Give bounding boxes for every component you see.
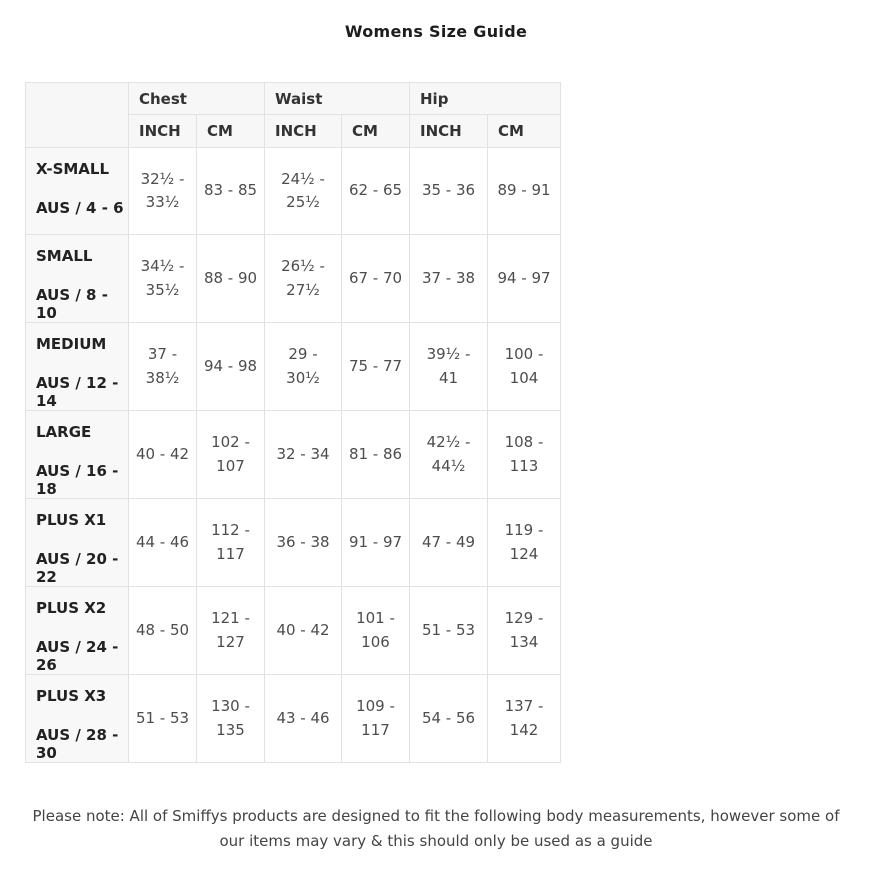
size-name: PLUS X3 xyxy=(36,687,107,705)
chest-cm-cell: 121 - 127 xyxy=(197,587,265,675)
hip-inch-cell: 51 - 53 xyxy=(410,587,488,675)
size-cell xyxy=(26,675,129,763)
size-cell xyxy=(26,323,129,411)
chest-inch-cell: 37 - 38½ xyxy=(129,323,197,411)
table-row-plus-x3 xyxy=(26,675,561,763)
corner-cell xyxy=(26,83,129,148)
chest-cm-cell: 102 - 107 xyxy=(197,411,265,499)
hip-inch-cell: 54 - 56 xyxy=(410,675,488,763)
unit-header-hip-inch: INCH xyxy=(410,115,488,148)
chest-inch-cell: 48 - 50 xyxy=(129,587,197,675)
table-row-small xyxy=(26,235,561,323)
waist-inch-cell: 40 - 42 xyxy=(265,587,342,675)
waist-cm-cell: 81 - 86 xyxy=(342,411,410,499)
disclaimer-note: Please note: All of Smiffys products are designed to fit the following body measurements, however some of our items may vary & this should only be used as a guide xyxy=(32,807,840,850)
chest-cm-cell: 83 - 85 xyxy=(197,148,265,235)
unit-header-hip-cm: CM xyxy=(488,115,561,148)
chest-inch-cell: 51 - 53 xyxy=(129,675,197,763)
size-aus-range: AUS / 4 - 6 xyxy=(36,199,124,217)
waist-cm-cell: 67 - 70 xyxy=(342,235,410,323)
hip-cm-cell: 129 - 134 xyxy=(488,587,561,675)
waist-inch-cell: 24½ - 25½ xyxy=(265,148,342,235)
hip-cm-cell: 94 - 97 xyxy=(488,235,561,323)
column-group-hip: Hip xyxy=(410,83,561,115)
chest-inch-cell: 34½ - 35½ xyxy=(129,235,197,323)
hip-inch-cell: 39½ - 41 xyxy=(410,323,488,411)
hip-cm-cell: 137 - 142 xyxy=(488,675,561,763)
chest-cm-cell: 88 - 90 xyxy=(197,235,265,323)
size-aus-range: AUS / 24 - 26 xyxy=(36,638,119,674)
chest-cm-cell: 94 - 98 xyxy=(197,323,265,411)
hip-cm-cell: 89 - 91 xyxy=(488,148,561,235)
chest-inch-cell: 44 - 46 xyxy=(129,499,197,587)
size-aus-range: AUS / 28 - 30 xyxy=(36,726,119,762)
hip-inch-cell: 35 - 36 xyxy=(410,148,488,235)
table-row-medium xyxy=(26,323,561,411)
chest-inch-cell: 40 - 42 xyxy=(129,411,197,499)
waist-inch-cell: 29 - 30½ xyxy=(265,323,342,411)
chest-cm-cell: 130 - 135 xyxy=(197,675,265,763)
size-aus-range: AUS / 16 - 18 xyxy=(36,462,119,498)
hip-inch-cell: 47 - 49 xyxy=(410,499,488,587)
table-row-large xyxy=(26,411,561,499)
hip-inch-cell: 37 - 38 xyxy=(410,235,488,323)
size-cell xyxy=(26,411,129,499)
size-aus-range: AUS / 8 - 10 xyxy=(36,286,108,322)
chest-inch-cell: 32½ - 33½ xyxy=(129,148,197,235)
size-name: MEDIUM xyxy=(36,335,107,353)
table-group-header-row xyxy=(26,83,561,115)
hip-inch-cell: 42½ - 44½ xyxy=(410,411,488,499)
waist-cm-cell: 75 - 77 xyxy=(342,323,410,411)
waist-cm-cell: 62 - 65 xyxy=(342,148,410,235)
size-cell xyxy=(26,499,129,587)
column-group-chest: Chest xyxy=(129,83,265,115)
unit-header-waist-cm: CM xyxy=(342,115,410,148)
waist-inch-cell: 32 - 34 xyxy=(265,411,342,499)
column-group-waist: Waist xyxy=(265,83,410,115)
hip-cm-cell: 108 - 113 xyxy=(488,411,561,499)
chest-cm-cell: 112 - 117 xyxy=(197,499,265,587)
table-row-x-small xyxy=(26,148,561,235)
size-aus-range: AUS / 20 - 22 xyxy=(36,550,119,586)
page-title: Womens Size Guide xyxy=(344,22,528,41)
hip-cm-cell: 119 - 124 xyxy=(488,499,561,587)
size-cell xyxy=(26,148,129,235)
unit-header-waist-inch: INCH xyxy=(265,115,342,148)
waist-cm-cell: 109 - 117 xyxy=(342,675,410,763)
size-cell xyxy=(26,235,129,323)
size-name: PLUS X1 xyxy=(36,511,107,529)
waist-cm-cell: 91 - 97 xyxy=(342,499,410,587)
table-row-plus-x1 xyxy=(26,499,561,587)
waist-inch-cell: 43 - 46 xyxy=(265,675,342,763)
waist-inch-cell: 26½ - 27½ xyxy=(265,235,342,323)
size-aus-range: AUS / 12 - 14 xyxy=(36,374,119,410)
unit-header-chest-inch: INCH xyxy=(129,115,197,148)
unit-header-chest-cm: CM xyxy=(197,115,265,148)
waist-inch-cell: 36 - 38 xyxy=(265,499,342,587)
size-cell xyxy=(26,587,129,675)
waist-cm-cell: 101 - 106 xyxy=(342,587,410,675)
size-name: SMALL xyxy=(36,247,93,265)
hip-cm-cell: 100 - 104 xyxy=(488,323,561,411)
size-name: PLUS X2 xyxy=(36,599,107,617)
size-guide-table xyxy=(25,82,561,763)
table-row-plus-x2 xyxy=(26,587,561,675)
size-name: X-SMALL xyxy=(36,160,110,178)
size-name: LARGE xyxy=(36,423,92,441)
